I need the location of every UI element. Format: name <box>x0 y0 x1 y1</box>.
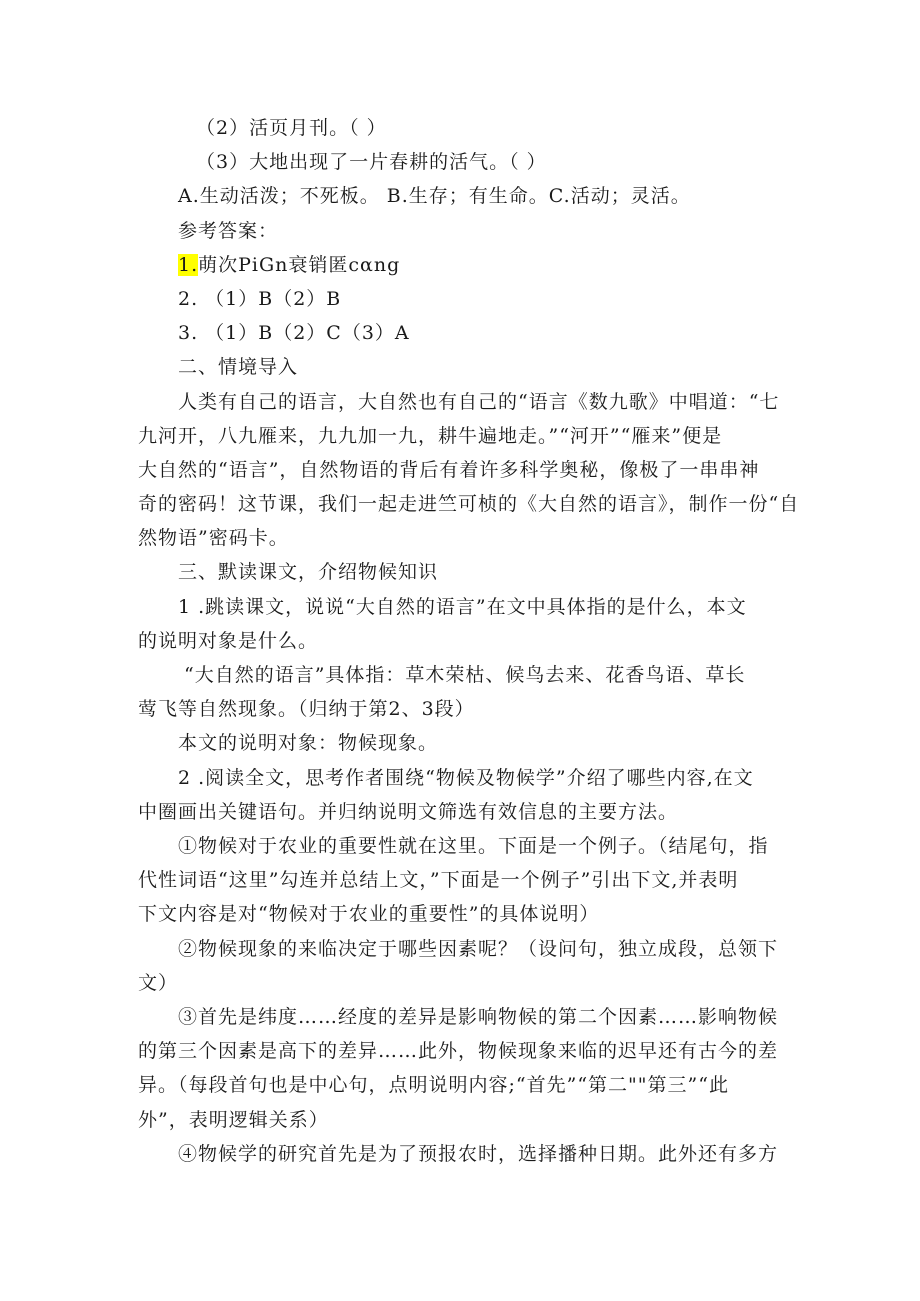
question-2-line: 中圈画出关键语句。并归纳说明文筛选有效信息的主要方法。 <box>138 801 679 823</box>
section-2-line: 然物语”密码卡。 <box>138 527 289 549</box>
point-3-line: 外”，表明逻辑关系） <box>138 1109 329 1131</box>
point-3-line: 的第三个因素是高下的差异……此外，物候现象来临的迟早还有古今的差 <box>138 1040 779 1062</box>
answer-1-line: “大自然的语言”具体指：草木荣枯、候鸟去来、花香鸟语、草长 <box>184 664 746 686</box>
section-3-heading: 三、默读课文，介绍物候知识 <box>178 561 439 583</box>
point-3-line: 异。（每段首句也是中心句，点明说明内容;“首先”“第二""第三”“此 <box>138 1074 729 1096</box>
question-1-line: 的说明对象是什么。 <box>138 630 319 652</box>
section-2-line: 九河开，八九雁来，九九加一九，耕牛遍地走。”“河开”“雁来”便是 <box>138 425 723 447</box>
answer-2: 2. （1）B（2）B <box>178 288 342 310</box>
exercise-options: A.生动活泼；不死板。 B.生存；有生命。C.活动；灵活。 <box>178 185 691 207</box>
exercise-item-2: （2）活页月刊。（ ） <box>196 117 387 139</box>
point-1-line: ①物候对于农业的重要性就在这里。下面是一个例子。（结尾句，指 <box>178 835 769 857</box>
answer-1-text: 萌次PiGn衰销匿cαng <box>198 254 401 276</box>
answer-1 <box>178 253 400 277</box>
question-1-line: 1 .跳读课文，说说“大自然的语言”在文中具体指的是什么，本文 <box>178 596 747 618</box>
point-2-line: ②物候现象的来临决定于哪些因素呢？（设问句，独立成段，总领下 <box>178 938 779 960</box>
section-2-heading: 二、情境导入 <box>178 356 299 378</box>
point-1-line: 下文内容是对“物候对于农业的重要性”的具体说明） <box>138 903 600 925</box>
exercise-item-3: （3）大地出现了一片春耕的活气。（ ） <box>196 151 547 173</box>
point-4-line: ④物候学的研究首先是为了预报农时，选择播种日期。此外还有多方 <box>178 1143 779 1165</box>
point-1-line: 代性词语“这里”勾连并总结上文，”下面是一个例子”引出下文,并表明 <box>138 869 739 891</box>
answer-1-number: 1. <box>178 254 199 276</box>
answer-3: 3. （1）B（2）C（3）A <box>178 322 410 344</box>
section-2-line: 奇的密码！这节课，我们一起走进竺可桢的《大自然的语言》，制作一份“自 <box>138 493 800 515</box>
answers-heading: 参考答案： <box>178 220 279 242</box>
question-2-line: 2 .阅读全文，思考作者围绕“物候及物候学”介绍了哪些内容,在文 <box>178 767 754 789</box>
explanation-object: 本文的说明对象：物候现象。 <box>178 732 439 754</box>
section-2-line: 大自然的“语言”，自然物语的背后有着许多科学奥秘，像极了一串串神 <box>138 459 760 481</box>
point-2-line: 文） <box>138 972 179 994</box>
section-2-line: 人类有自己的语言，大自然也有自己的“语言《数九歌》中唱道：“七 <box>178 391 780 413</box>
point-3-line: ③首先是纬度……经度的差异是影响物候的第二个因素……影响物候 <box>178 1006 779 1028</box>
answer-1-line: 莺飞等自然现象。（归纳于第2、3段） <box>138 698 475 720</box>
